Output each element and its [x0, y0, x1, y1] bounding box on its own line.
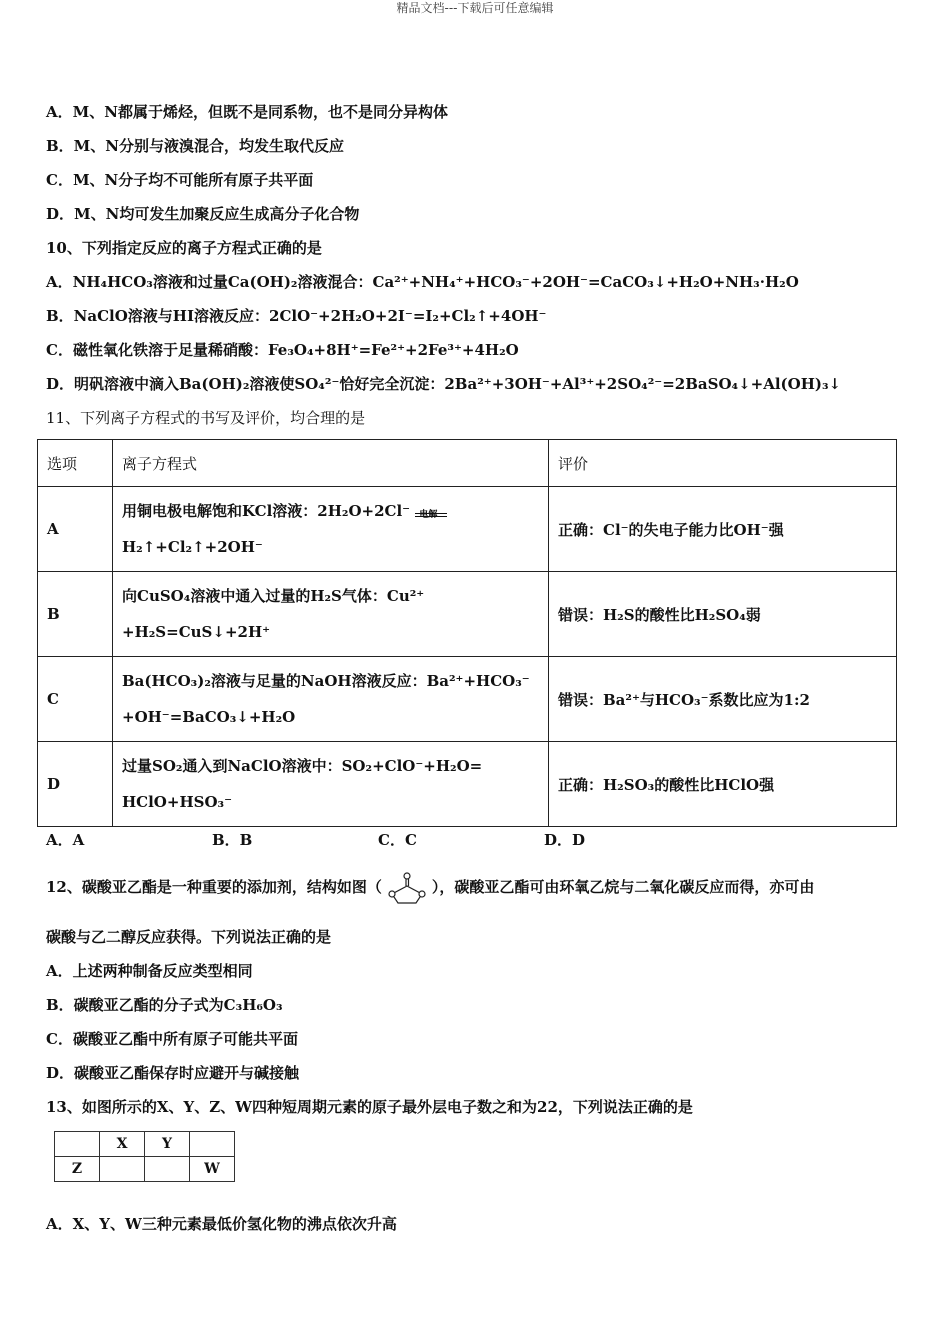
q13-option-a: A．X、Y、W三种元素最低价氢化物的沸点依次升高: [46, 1215, 397, 1233]
header-evaluation: 评价: [549, 440, 897, 487]
ethylene-carbonate-structure-icon: [382, 870, 432, 906]
q9-option-c: C．M、N分子均不可能所有原子共平面: [46, 171, 314, 189]
grid-cell: [55, 1132, 100, 1157]
grid-cell-x: X: [100, 1132, 145, 1157]
row-equation: [113, 572, 549, 657]
header-option: 选项: [38, 440, 113, 487]
q12-stem-line2: 碳酸与乙二醇反应获得。下列说法正确的是: [46, 928, 332, 946]
grid-cell-z: Z: [55, 1157, 100, 1182]
q13-stem: 13、如图所示的X、Y、Z、W四种短周期元素的原子最外层电子数之和为22，下列说法正确的是: [46, 1098, 693, 1116]
q11-option-a: A．A: [46, 831, 85, 849]
q12-stem-part2: ），碳酸亚乙酯可由环氧乙烷与二氧化碳反应而得，亦可由: [431, 878, 815, 896]
grid-cell: [145, 1157, 190, 1182]
q12-stem-part1: 12、碳酸亚乙酯是一种重要的添加剂，结构如图（: [46, 878, 382, 896]
grid-cell: [100, 1157, 145, 1182]
q10-option-a: A．NH₄HCO₃溶液和过量Ca(OH)₂溶液混合：Ca²⁺+NH₄⁺+HCO₃⁻+2OH⁻=CaCO₃↓+H₂O+NH₃·H₂O: [46, 273, 799, 291]
page-header: 精品文档---下载后可任意编辑: [396, 1, 554, 15]
equation-line-2: H₂↑+Cl₂↑+2OH⁻: [122, 538, 263, 556]
table-row: [38, 572, 897, 657]
electrolysis-label: 电解: [419, 510, 438, 520]
row-evaluation: 正确：Cl⁻的失电子能力比OH⁻强: [549, 487, 897, 572]
equation-line-2: +H₂S=CuS↓+2H⁺: [122, 623, 271, 641]
row-option: A: [38, 487, 113, 572]
q12-option-d: D．碳酸亚乙酯保存时应避开与碱接触: [46, 1064, 300, 1082]
q11-table: [37, 439, 897, 827]
row-option: D: [38, 742, 113, 827]
q12-option-b: B．碳酸亚乙酯的分子式为C₃H₆O₃: [46, 996, 283, 1014]
equation-line-1: Ba(HCO₃)₂溶液与足量的NaOH溶液反应：Ba²⁺+HCO₃⁻: [122, 672, 530, 690]
equation-line-1: 用铜电极电解饱和KCl溶液：2H₂O+2Cl⁻: [122, 502, 411, 520]
row-evaluation: 正确：H₂SO₃的酸性比HClO强: [549, 742, 897, 827]
q9-option-b: B．M、N分别与液溴混合，均发生取代反应: [46, 137, 344, 155]
row-option: C: [38, 657, 113, 742]
table-row: [55, 1132, 235, 1157]
q10-option-b: B．NaClO溶液与HI溶液反应：2ClO⁻+2H₂O+2I⁻=I₂+Cl₂↑+4OH⁻: [46, 307, 547, 325]
row-equation: [113, 487, 549, 572]
table-row: [38, 657, 897, 742]
electrolysis-arrow-icon: [415, 505, 449, 519]
equation-line-2: HClO+HSO₃⁻: [122, 793, 233, 811]
q11-options: [46, 830, 710, 850]
header-equation: 离子方程式: [113, 440, 549, 487]
grid-cell: [190, 1132, 235, 1157]
q11-option-c: C．C: [378, 831, 417, 849]
table-row: [38, 742, 897, 827]
q11-option-d: D．D: [544, 831, 586, 849]
equation-line-2: +OH⁻=BaCO₃↓+H₂O: [122, 708, 296, 726]
grid-cell-w: W: [190, 1157, 235, 1182]
q12-stem: [46, 870, 814, 906]
q12-option-a: A．上述两种制备反应类型相同: [46, 962, 253, 980]
table-header-row: [38, 440, 897, 487]
q11-stem: 11、下列离子方程式的书写及评价，均合理的是: [46, 409, 366, 427]
q10-stem: 10、下列指定反应的离子方程式正确的是: [46, 239, 322, 257]
periodic-table-fragment: [54, 1131, 235, 1182]
row-equation: [113, 742, 549, 827]
row-evaluation: 错误：Ba²⁺与HCO₃⁻系数比应为1:2: [549, 657, 897, 742]
row-evaluation: 错误：H₂S的酸性比H₂SO₄弱: [549, 572, 897, 657]
q10-option-d: D．明矾溶液中滴入Ba(OH)₂溶液使SO₄²⁻恰好完全沉淀：2Ba²⁺+3OH⁻+Al³⁺+2SO₄²⁻=2BaSO₄↓+Al(OH)₃↓: [46, 375, 842, 393]
row-option: B: [38, 572, 113, 657]
equation-line-1: 过量SO₂通入到NaClO溶液中：SO₂+ClO⁻+H₂O=: [122, 757, 483, 775]
grid-cell-y: Y: [145, 1132, 190, 1157]
q9-option-a: A．M、N都属于烯烃，但既不是同系物，也不是同分异构体: [46, 103, 448, 121]
q10-option-c: C．磁性氧化铁溶于足量稀硝酸：Fe₃O₄+8H⁺=Fe²⁺+2Fe³⁺+4H₂O: [46, 341, 519, 359]
q11-option-b: B．B: [212, 831, 253, 849]
table-row: [38, 487, 897, 572]
table-row: [55, 1157, 235, 1182]
equation-line-1: 向CuSO₄溶液中通入过量的H₂S气体：Cu²⁺: [122, 587, 425, 605]
q9-option-d: D．M、N均可发生加聚反应生成高分子化合物: [46, 205, 360, 223]
q12-option-c: C．碳酸亚乙酯中所有原子可能共平面: [46, 1030, 298, 1048]
row-equation: [113, 657, 549, 742]
